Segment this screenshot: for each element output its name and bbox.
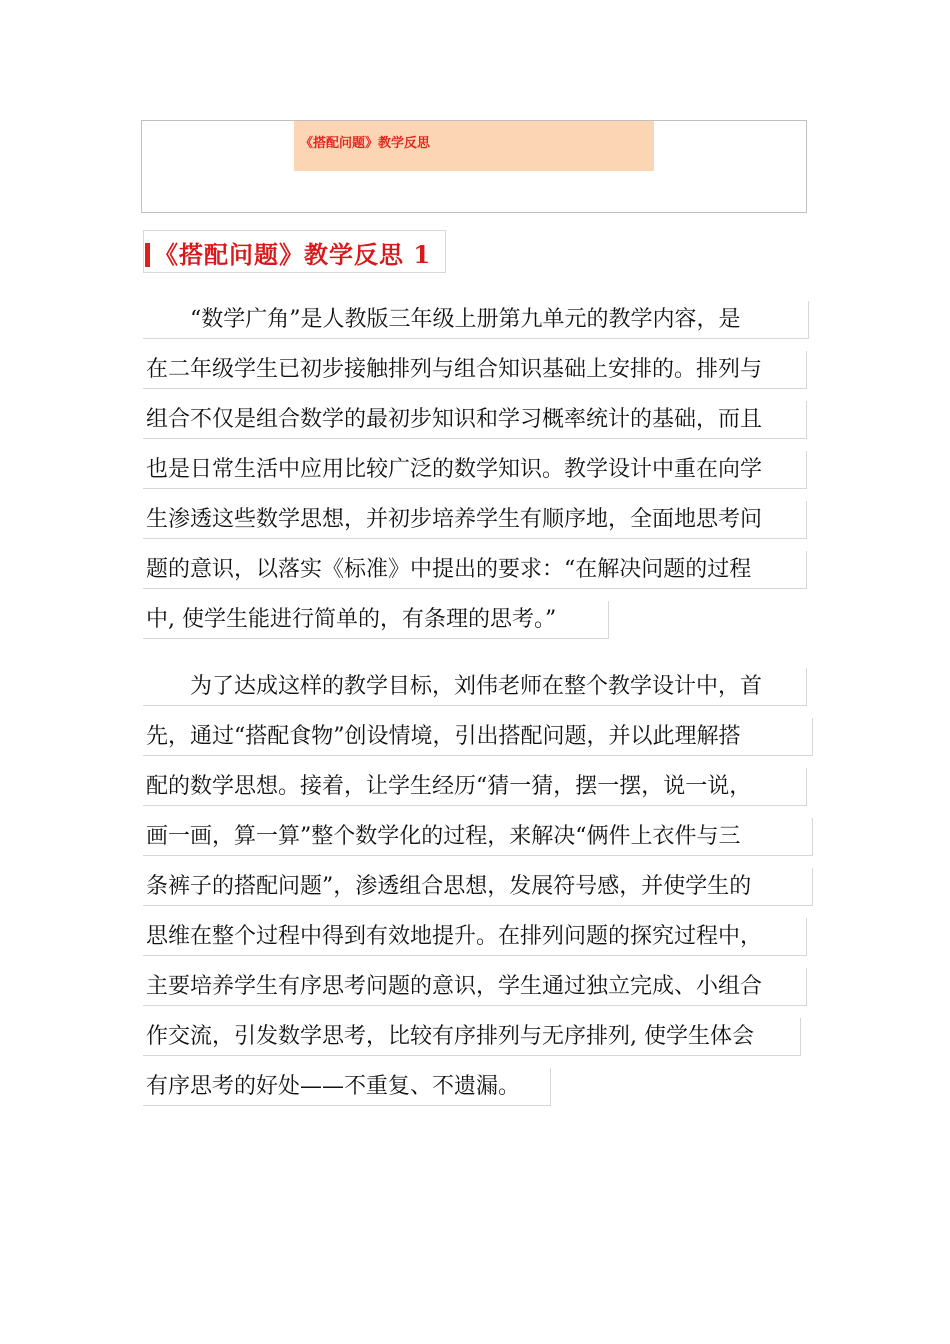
text-line: 题的意识，以落实《标准》中提出的要求：“在解决问题的过程 [143,551,807,589]
header-banner-text: 《搭配问题》教学反思 [300,136,431,151]
text-line: 思维在整个过程中得到有效地提升。在排列问题的探究过程中， [143,918,807,956]
section-heading [143,230,446,273]
text-line: 组合不仅是组合数学的最初步知识和学习概率统计的基础，而且 [143,401,807,439]
text-line: 中, 使学生能进行简单的，有条理的思考。” [143,601,609,639]
text-line: 为了达成这样的教学目标，刘伟老师在整个教学设计中，首 [143,668,807,706]
text-line: 作交流，引发数学思考，比较有序排列与无序排列, 使学生体会 [143,1018,801,1056]
text-line: 条裤子的搭配问题”，渗透组合思想，发展符号感，并使学生的 [143,868,813,906]
text-line: 有序思考的好处——不重复、不遗漏。 [143,1068,551,1106]
header-banner [294,121,654,171]
document-header-box [141,120,807,213]
text-line: 也是日常生活中应用比较广泛的数学知识。教学设计中重在向学 [143,451,807,489]
text-line: 先，通过“搭配食物”创设情境，引出搭配问题，并以此理解搭 [143,718,813,756]
text-line: 在二年级学生已初步接触排列与组合知识基础上安排的。排列与 [143,351,807,389]
text-line: 画一画，算一算”整个数学化的过程，来解决“俩件上衣件与三 [143,818,813,856]
text-line: 配的数学思想。接着，让学生经历“猜一猜，摆一摆，说一说， [143,768,807,806]
text-line: 生渗透这些数学思想，并初步培养学生有顺序地，全面地思考问 [143,501,807,539]
text-line: 主要培养学生有序思考问题的意识，学生通过独立完成、小组合 [143,968,807,1006]
section-heading-text: 《搭配问题》教学反思 1 [154,240,432,269]
text-line: “数学广角”是人教版三年级上册第九单元的教学内容，是 [143,301,809,339]
heading-accent-bar [145,243,150,267]
